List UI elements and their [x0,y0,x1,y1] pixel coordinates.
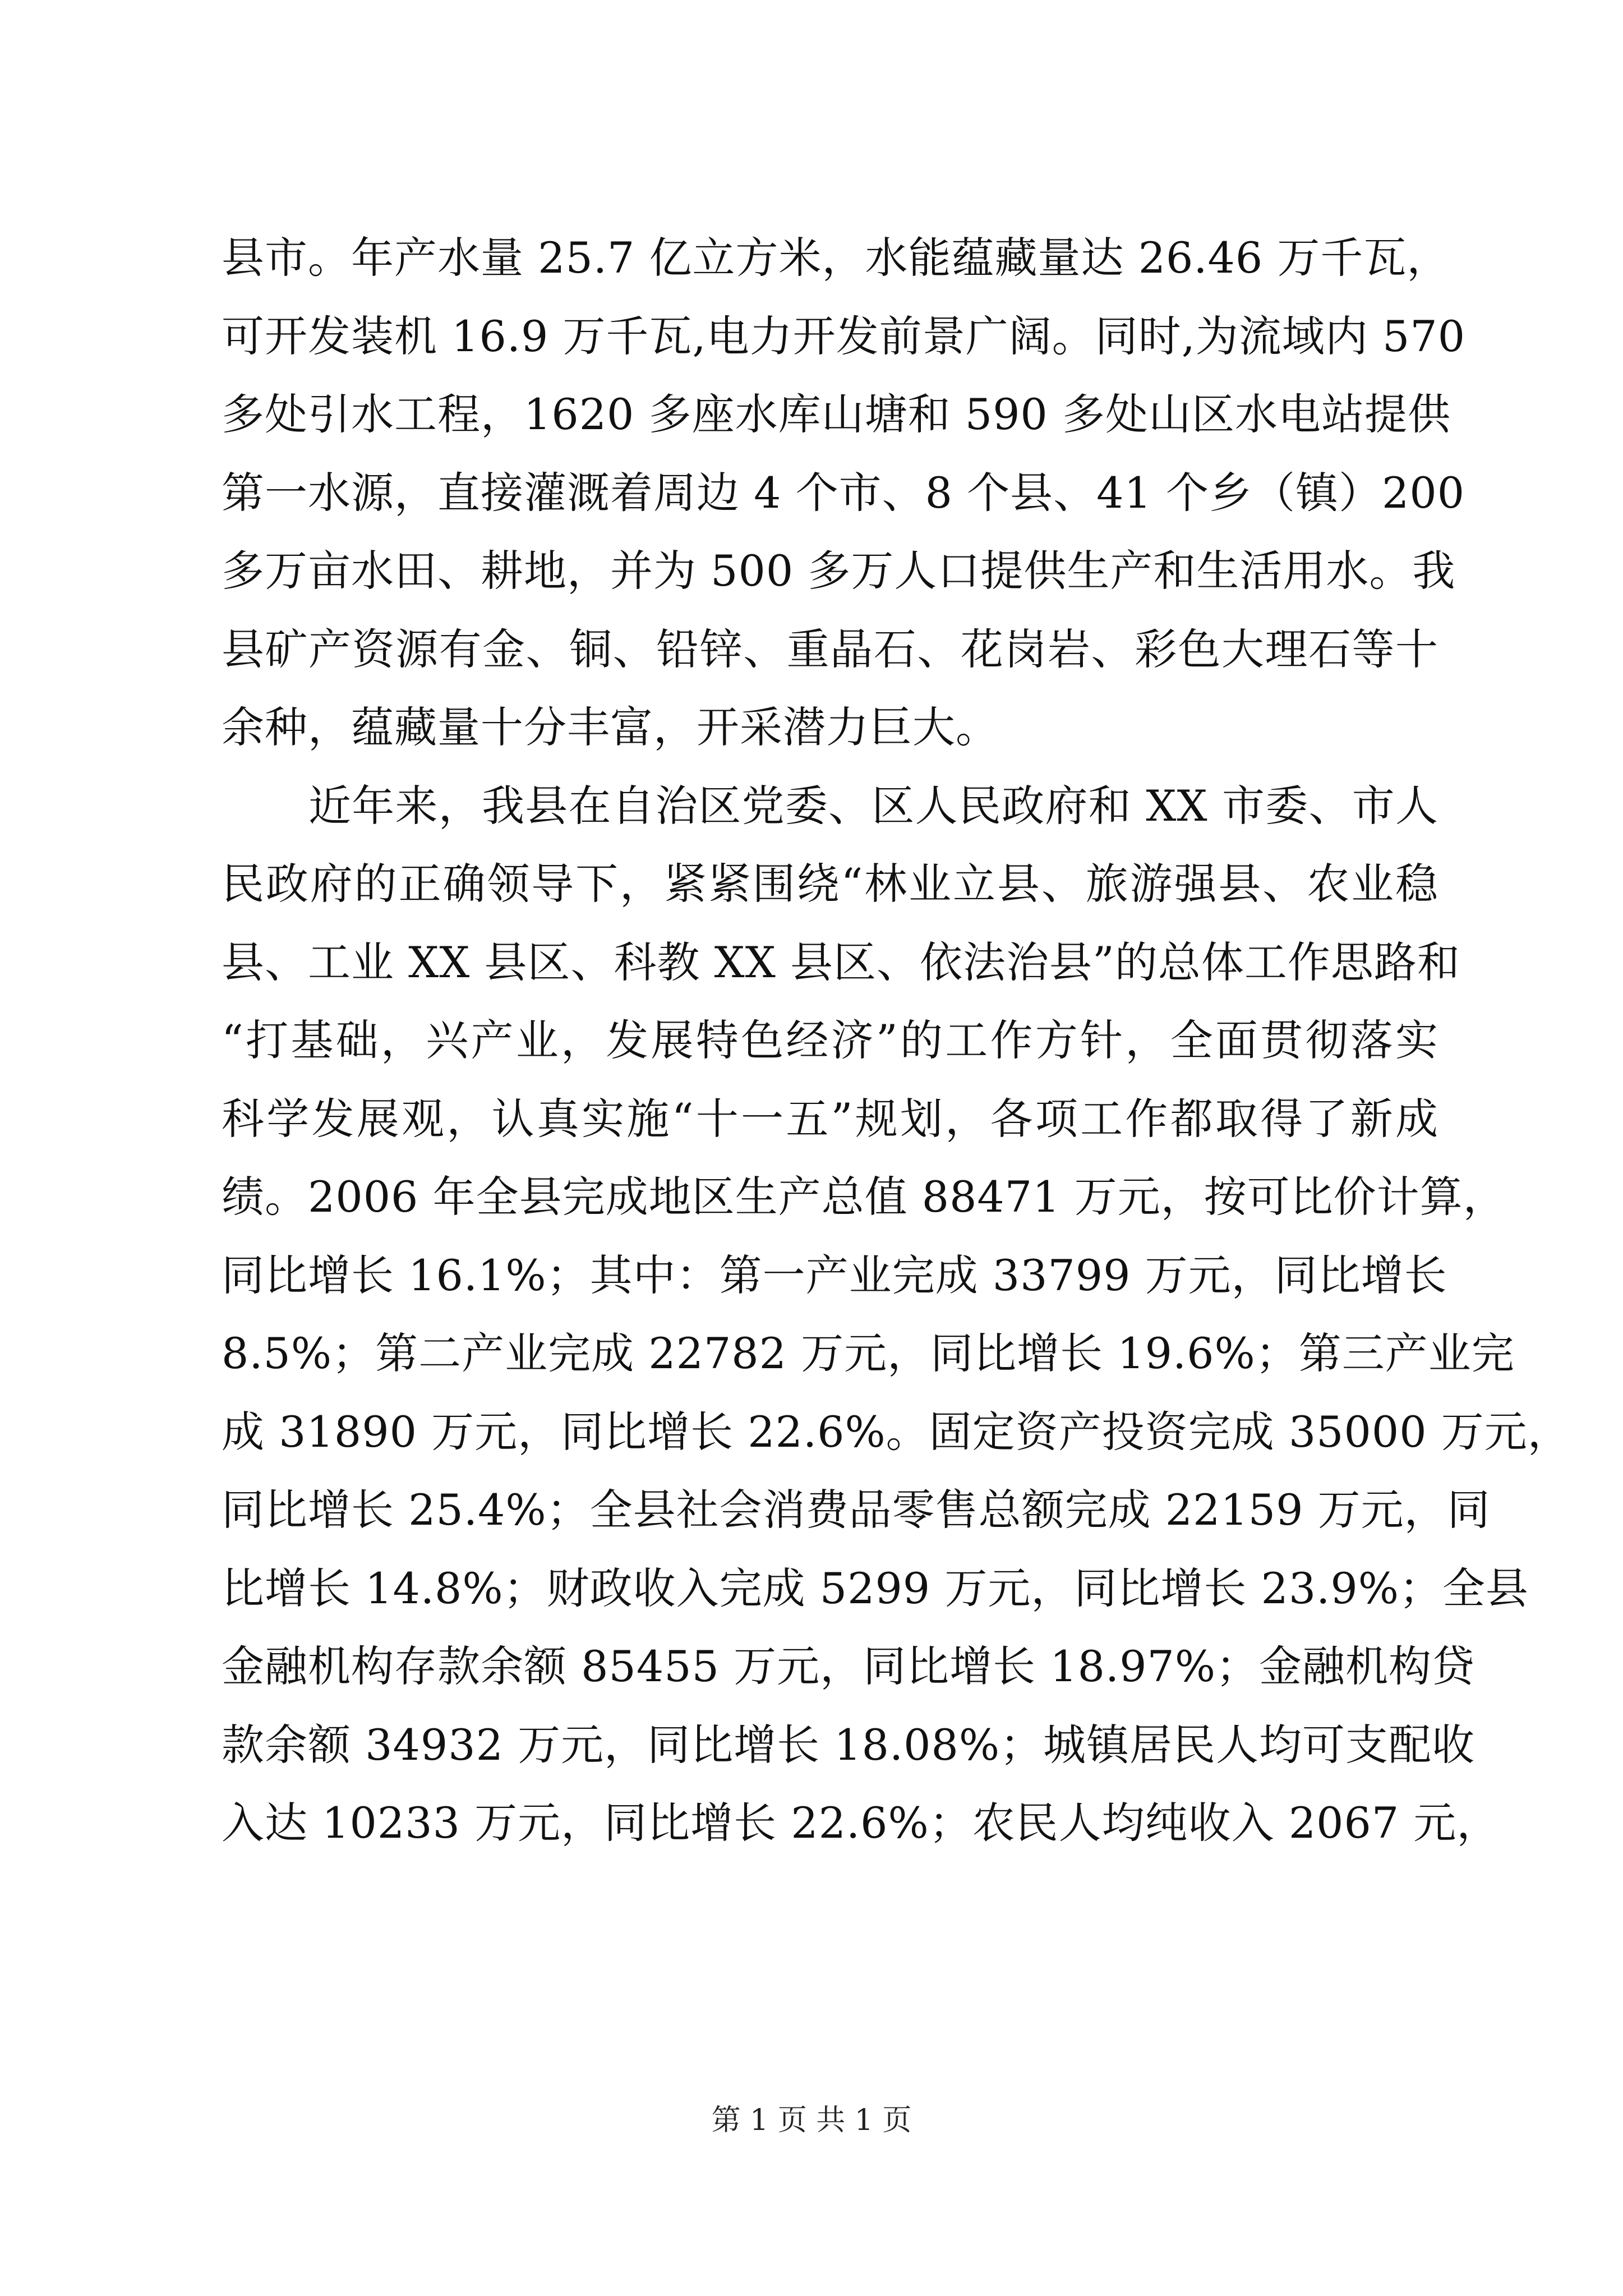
body-text-line: 金融机构存款余额 85455 万元，同比增长 18.97%；金融机构贷 [222,1641,1476,1691]
body-text-line: 绩。2006 年全县完成地区生产总值 88471 万元，按可比价计算， [222,1172,1506,1222]
page-footer: 第 1 页 共 1 页 [711,2104,912,2137]
body-text-line: “打基础，兴产业，发展特色经济”的工作方针，全面贯彻落实 [222,1015,1438,1065]
body-text-line: 县、工业 XX 县区、科教 XX 县区、依法治县”的总体工作思路和 [222,937,1460,987]
body-text-line: 第一水源，直接灌溉着周边 4 个市、8 个县、41 个乡（镇）200 [222,468,1465,518]
body-text-line: 同比增长 16.1%；其中：第一产业完成 33799 万元，同比增长 [222,1250,1447,1300]
body-text-line: 入达 10233 万元，同比增长 22.6%；农民人均纯收入 2067 元， [222,1798,1500,1848]
paragraph-first-line: 近年来，我县在自治区党委、区人民政府和 XX 市委、市人 [308,781,1438,831]
body-text-line: 民政府的正确领导下，紧紧围绕“林业立县、旅游强县、农业稳 [222,859,1438,909]
body-text-line: 同比增长 25.4%；全县社会消费品零售总额完成 22159 万元，同 [222,1485,1491,1535]
body-text-line: 成 31890 万元，同比增长 22.6%。固定资产投资完成 35000 万元， [222,1407,1571,1457]
body-text-line: 可开发装机 16.9 万千瓦,电力开发前景广阔。同时,为流域内 570 [222,311,1466,361]
body-text-line: 多万亩水田、耕地，并为 500 多万人口提供生产和生活用水。我 [222,546,1456,596]
body-text-line: 款余额 34932 万元，同比增长 18.08%；城镇居民人均可支配收 [222,1720,1476,1770]
body-text-line: 多处引水工程，1620 多座水库山塘和 590 多处山区水电站提供 [222,389,1451,439]
body-text-line: 8.5%；第二产业完成 22782 万元，同比增长 19.6%；第三产业完 [222,1328,1515,1378]
body-text-line: 县市。年产水量 25.7 亿立方米，水能蕴藏量达 26.46 万千瓦， [222,233,1450,283]
body-text-line: 县矿产资源有金、铜、铅锌、重晶石、花岗岩、彩色大理石等十 [222,624,1438,674]
body-text-line: 科学发展观，认真实施“十一五”规划，各项工作都取得了新成 [222,1094,1438,1144]
body-text-line: 余种，蕴藏量十分丰富，开采潜力巨大。 [222,702,999,752]
body-text-line: 比增长 14.8%；财政收入完成 5299 万元，同比增长 23.9%；全县 [222,1563,1529,1613]
